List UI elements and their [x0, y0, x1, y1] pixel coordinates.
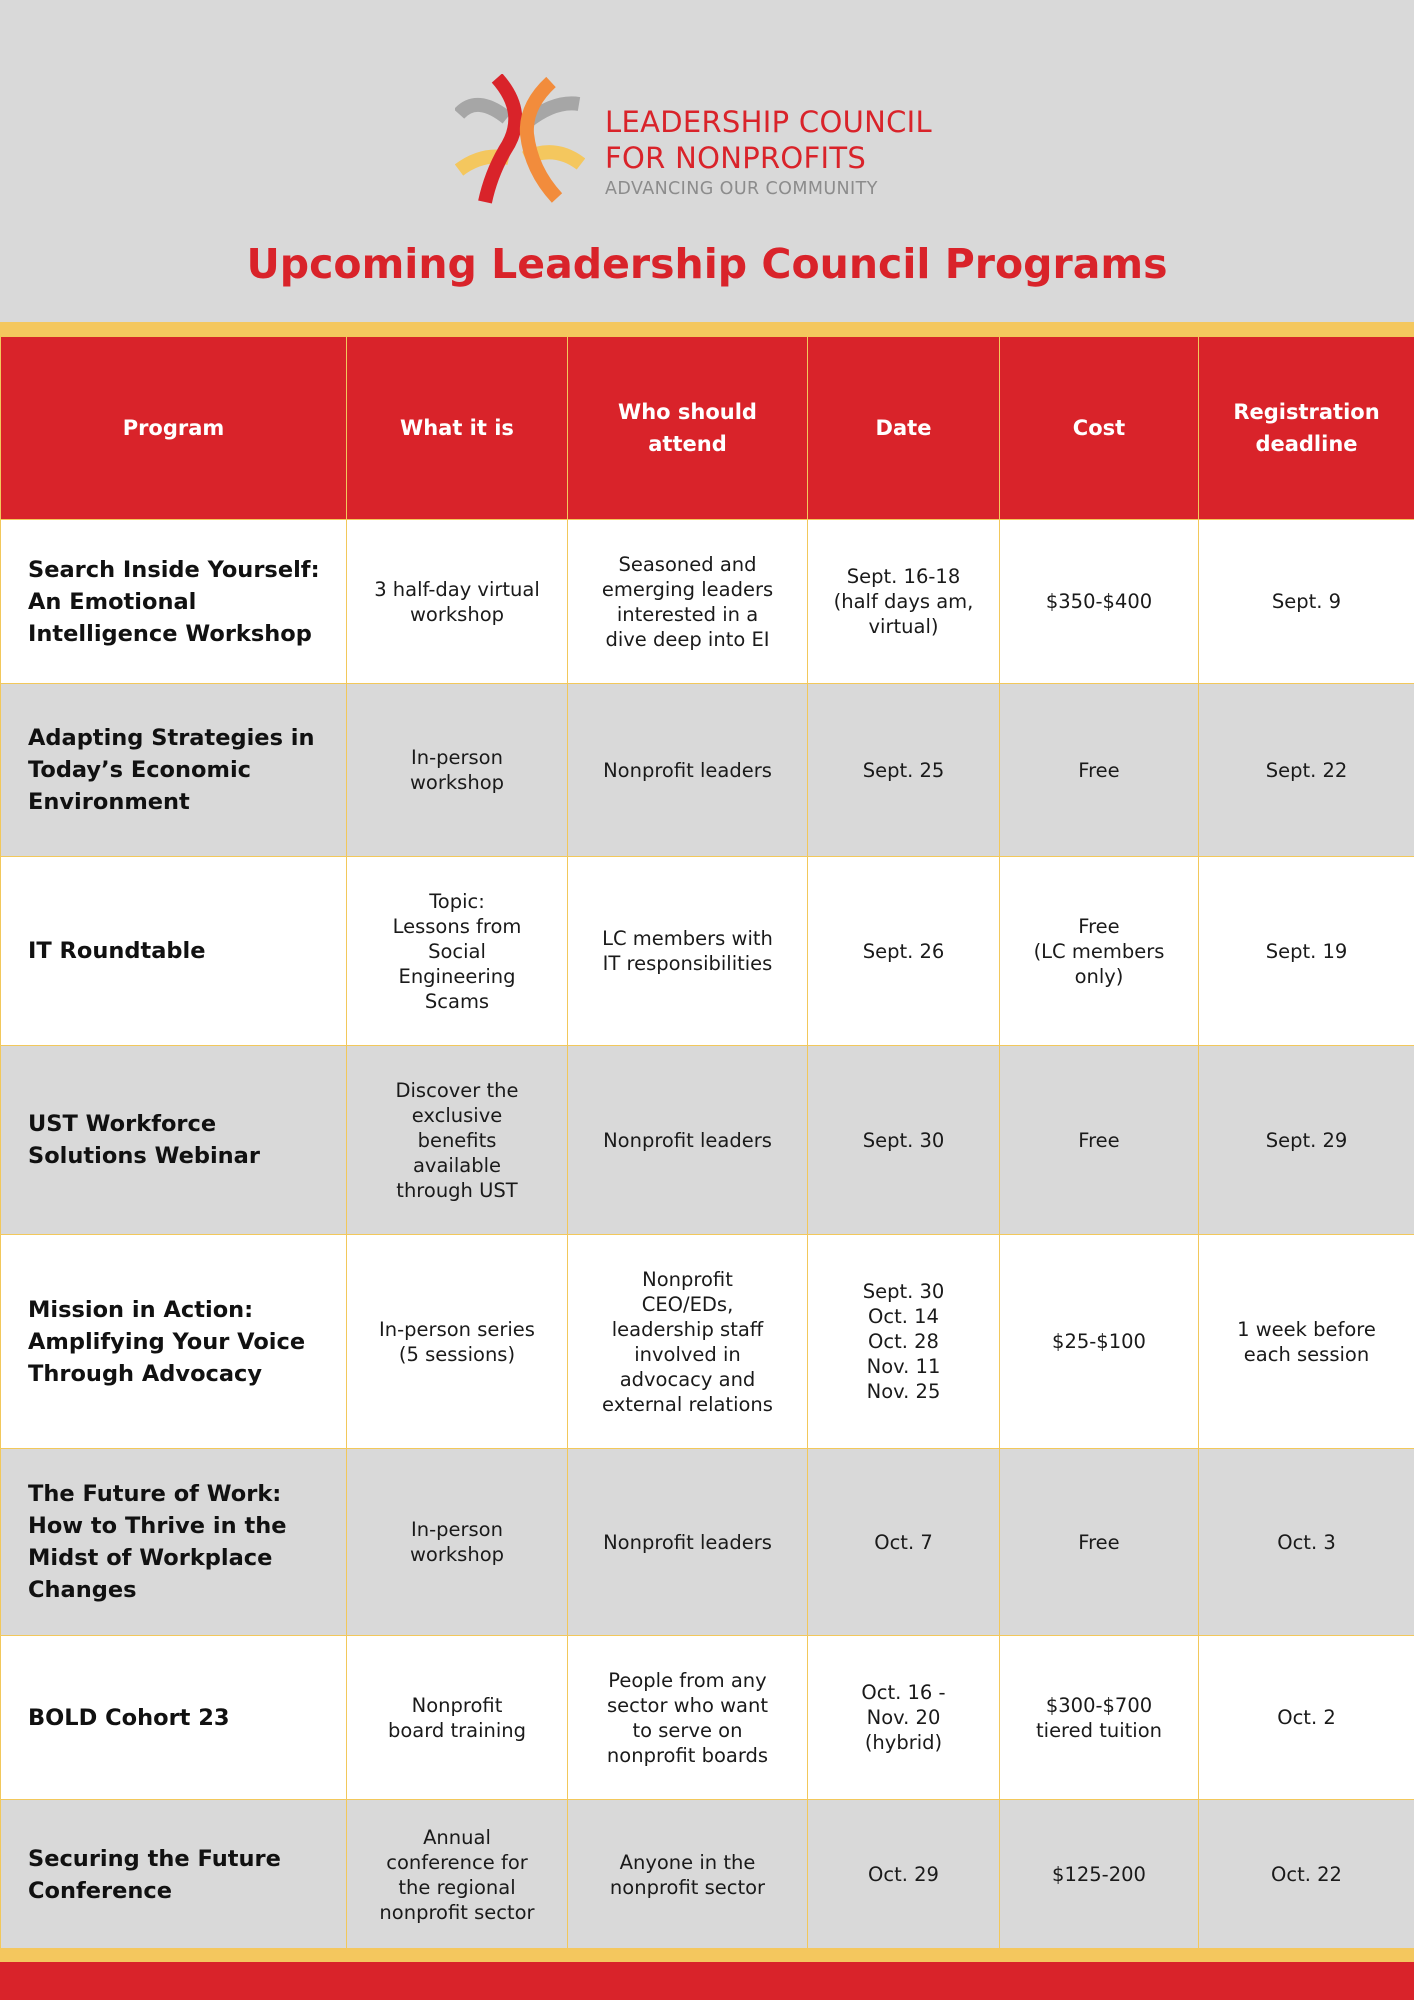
program-description: In-person series (5 sessions) [347, 1235, 568, 1449]
header-deadline: Registration deadline [1199, 337, 1414, 520]
program-date: Sept. 30 [808, 1046, 1000, 1235]
bottom-divider [0, 1948, 1414, 1962]
table-row [1, 1800, 1414, 1950]
program-cost: Free [1000, 684, 1199, 857]
program-cost: $300-$700 tiered tuition [1000, 1636, 1199, 1800]
program-name: BOLD Cohort 23 [1, 1636, 347, 1800]
program-name: IT Roundtable [1, 857, 347, 1046]
program-description: In-person workshop [347, 684, 568, 857]
program-deadline: Oct. 3 [1199, 1449, 1414, 1636]
program-name: UST Workforce Solutions Webinar [1, 1046, 347, 1235]
footer-bar [0, 1962, 1414, 2000]
header-what: What it is [347, 337, 568, 520]
program-cost: Free [1000, 1046, 1199, 1235]
program-audience: Nonprofit leaders [568, 1449, 808, 1636]
program-date: Oct. 16 - Nov. 20 (hybrid) [808, 1636, 1000, 1800]
header [0, 0, 1414, 322]
program-audience: Nonprofit CEO/EDs, leadership staff involved in advocacy and external relations [568, 1235, 808, 1449]
program-deadline: Sept. 9 [1199, 520, 1414, 684]
program-audience: Seasoned and emerging leaders interested in a dive deep into EI [568, 520, 808, 684]
program-audience: Nonprofit leaders [568, 1046, 808, 1235]
table-row [1, 684, 1414, 857]
table-row [1, 857, 1414, 1046]
header-program: Program [1, 337, 347, 520]
program-deadline: Sept. 19 [1199, 857, 1414, 1046]
program-date: Sept. 25 [808, 684, 1000, 857]
org-name-line2: FOR NONPROFITS [605, 141, 867, 175]
page-title: Upcoming Leadership Council Programs [246, 240, 1168, 288]
program-audience: LC members with IT responsibilities [568, 857, 808, 1046]
table-row [1, 520, 1414, 684]
logo-mark-icon [455, 74, 585, 204]
program-audience: Nonprofit leaders [568, 684, 808, 857]
program-date: Sept. 26 [808, 857, 1000, 1046]
program-date: Oct. 29 [808, 1800, 1000, 1950]
program-cost: $25-$100 [1000, 1235, 1199, 1449]
top-divider [0, 322, 1414, 336]
table-row [1, 1235, 1414, 1449]
program-description: Annual conference for the regional nonprofit sector [347, 1800, 568, 1950]
org-name-line1: LEADERSHIP COUNCIL [605, 105, 932, 139]
program-audience: Anyone in the nonprofit sector [568, 1800, 808, 1950]
program-cost: Free [1000, 1449, 1199, 1636]
program-name: Mission in Action: Amplifying Your Voice Through Advocacy [1, 1235, 347, 1449]
program-name: Adapting Strategies in Today’s Economic Environment [1, 684, 347, 857]
header-date: Date [808, 337, 1000, 520]
program-description: Discover the exclusive benefits available through UST [347, 1046, 568, 1235]
program-audience: People from any sector who want to serve on nonprofit boards [568, 1636, 808, 1800]
program-deadline: 1 week before each session [1199, 1235, 1414, 1449]
program-name: The Future of Work: How to Thrive in the Midst of Workplace Changes [1, 1449, 347, 1636]
program-cost: $125-200 [1000, 1800, 1199, 1950]
program-deadline: Sept. 22 [1199, 684, 1414, 857]
program-cost: Free (LC members only) [1000, 857, 1199, 1046]
program-date: Oct. 7 [808, 1449, 1000, 1636]
table-row [1, 1636, 1414, 1800]
table-row [1, 1046, 1414, 1235]
logo [455, 74, 975, 206]
header-who: Who should attend [568, 337, 808, 520]
logo-text [605, 104, 932, 200]
program-name: Securing the Future Conference [1, 1800, 347, 1950]
program-description: In-person workshop [347, 1449, 568, 1636]
program-cost: $350-$400 [1000, 520, 1199, 684]
org-tagline: ADVANCING OUR COMMUNITY [605, 179, 878, 199]
program-date: Sept. 16-18 (half days am, virtual) [808, 520, 1000, 684]
program-deadline: Sept. 29 [1199, 1046, 1414, 1235]
header-cost: Cost [1000, 337, 1199, 520]
program-description: 3 half-day virtual workshop [347, 520, 568, 684]
program-description: Topic: Lessons from Social Engineering Scams [347, 857, 568, 1046]
program-name: Search Inside Yourself: An Emotional Intelligence Workshop [1, 520, 347, 684]
program-date: Sept. 30 Oct. 14 Oct. 28 Nov. 11 Nov. 25 [808, 1235, 1000, 1449]
programs-table [0, 336, 1414, 1950]
program-deadline: Oct. 22 [1199, 1800, 1414, 1950]
table-header-row [1, 337, 1414, 520]
program-description: Nonprofit board training [347, 1636, 568, 1800]
table-row [1, 1449, 1414, 1636]
program-deadline: Oct. 2 [1199, 1636, 1414, 1800]
